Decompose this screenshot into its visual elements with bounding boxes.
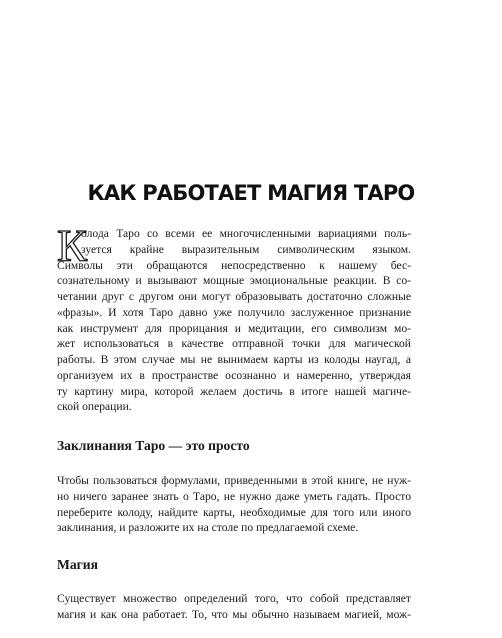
paragraph-line: организуем их в пространстве осознанно и намеренно, утверждая: [57, 368, 411, 382]
intro-paragraph: [57, 221, 411, 415]
drop-cap-letter: К: [57, 221, 88, 271]
paragraph-line: магия и как она работает. То, что мы обычно называем магией, мож-: [57, 607, 411, 621]
chapter-title: КАК РАБОТАЕТ МАГИЯ ТАРО: [87, 181, 415, 205]
paragraph-line: работы. В этом случае мы не вынимаем карты из колоды наугад, а: [57, 353, 411, 366]
section-paragraph: [57, 473, 411, 536]
paragraph-line: Символы эти обращаются непосредственно к нашему бес-: [57, 258, 411, 272]
paragraph-line: Существует множество определений того, что собой представляет: [57, 592, 411, 605]
paragraph-line: жет использоваться в качестве отправной точки для магической: [57, 337, 411, 351]
paragraph-line: ту картину мира, которой желаем достичь в итоге нашей магиче-: [57, 384, 411, 398]
paragraph-line: но ничего заранее знать о Таро, не нужно даже уметь гадать. Просто: [57, 489, 411, 503]
paragraph-line: олода Таро со всеми ее многочисленными вариациями поль-: [81, 227, 411, 240]
paragraph-line: четании друг с другом они могут образовывать достаточно сложные: [57, 290, 411, 303]
paragraph-line: Чтобы пользоваться формулами, приведенными в этой книге, не нуж-: [57, 474, 411, 487]
paragraph-line: зуется крайне выразительным символическим языком.: [81, 242, 411, 256]
paragraph-line: ской операции.: [57, 400, 132, 414]
paragraph-line: переберите колоду, найдите карты, необходимые для того или иного: [57, 505, 411, 519]
page-content: [57, 221, 411, 623]
paragraph-line: сознательному и вызывают мощные эмоциональные реакции. В со-: [57, 274, 411, 288]
paragraph-line: «фразы». И хотя Таро давно уже получило заслуженное признание: [57, 305, 411, 319]
section-heading-magic: Магия: [57, 557, 98, 572]
paragraph-line: заклинания, и разложите их на столе по предлагаемой схеме.: [57, 521, 359, 535]
section-paragraph: [57, 591, 411, 623]
paragraph-line: как инструмент для прорицания и медитации, его символизм мо-: [57, 321, 411, 335]
section-heading-tarot-spells: Заклинания Таро — это просто: [57, 438, 250, 453]
